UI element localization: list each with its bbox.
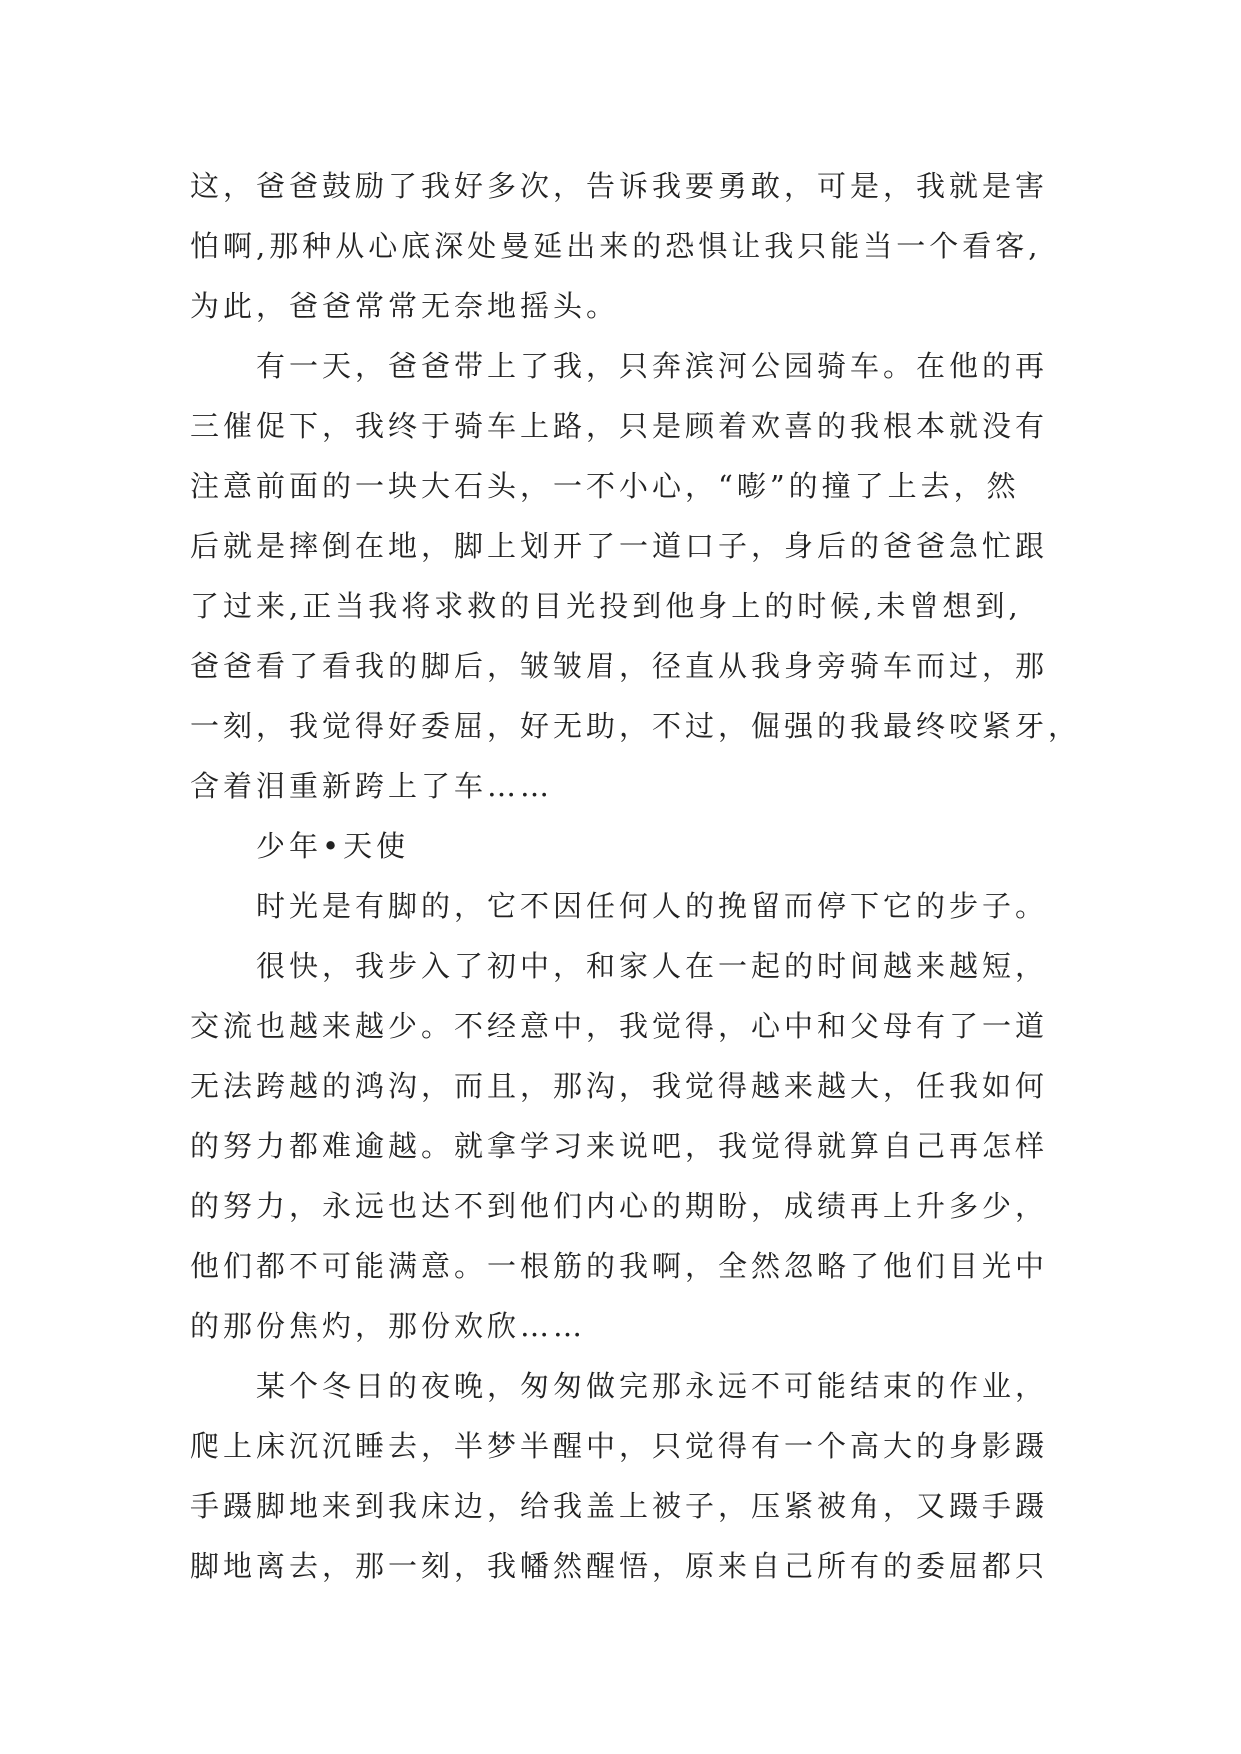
text-line: 脚地离去，那一刻，我幡然醒悟，原来自己所有的委屈都只 [190,1549,1049,1583]
text-line: 注意前面的一块大石头，一不小心，“嘭”的撞了上去，然 [190,469,1020,503]
text-line: 的努力，永远也达不到他们内心的期盼，成绩再上升多少， [190,1189,1049,1223]
text-line: 爸爸看了看我的脚后，皱皱眉，径直从我身旁骑车而过，那 [190,649,1049,683]
text-line: 怕啊,那种从心底深处曼延出来的恐惧让我只能当一个看客, [190,229,1042,263]
text-line: 为此，爸爸常常无奈地摇头。 [190,289,620,323]
text-line: 后就是摔倒在地，脚上划开了一道口子，身后的爸爸急忙跟 [190,529,1049,563]
text-line: 他们都不可能满意。一根筋的我啊，全然忽略了他们目光中 [190,1249,1049,1283]
paragraph-start-line: 时光是有脚的，它不因任何人的挽留而停下它的步子。 [256,889,1049,923]
text-line: 的努力都难逾越。就拿学习来说吧，我觉得就算自己再怎样 [190,1129,1049,1163]
text-line: 三催促下，我终于骑车上路，只是顾着欢喜的我根本就没有 [190,409,1049,443]
text-line: 这，爸爸鼓励了我好多次，告诉我要勇敢，可是，我就是害 [190,169,1049,203]
text-line: 含着泪重新跨上了车…… [190,769,554,803]
text-line: 了过来,正当我将求救的目光投到他身上的时候,未曾想到, [190,589,1022,623]
text-line: 一刻，我觉得好委屈，好无助，不过，倔强的我最终咬紧牙， [190,709,1082,743]
text-line: 的那份焦灼，那份欢欣…… [190,1309,587,1343]
text-line: 爬上床沉沉睡去，半梦半醒中，只觉得有一个高大的身影蹑 [190,1429,1049,1463]
paragraph-start-line: 很快，我步入了初中，和家人在一起的时间越来越短， [256,949,1049,983]
section-heading: 少年•天使 [256,829,410,863]
paragraph-start-line: 有一天，爸爸带上了我，只奔滨河公园骑车。在他的再 [256,349,1049,383]
text-line: 手蹑脚地来到我床边，给我盖上被子，压紧被角，又蹑手蹑 [190,1489,1049,1523]
text-line: 无法跨越的鸿沟，而且，那沟，我觉得越来越大，任我如何 [190,1069,1049,1103]
body-text [190,156,1090,1596]
text-line: 交流也越来越少。不经意中，我觉得，心中和父母有了一道 [190,1009,1049,1043]
paragraph-start-line: 某个冬日的夜晚，匆匆做完那永远不可能结束的作业， [256,1369,1049,1403]
